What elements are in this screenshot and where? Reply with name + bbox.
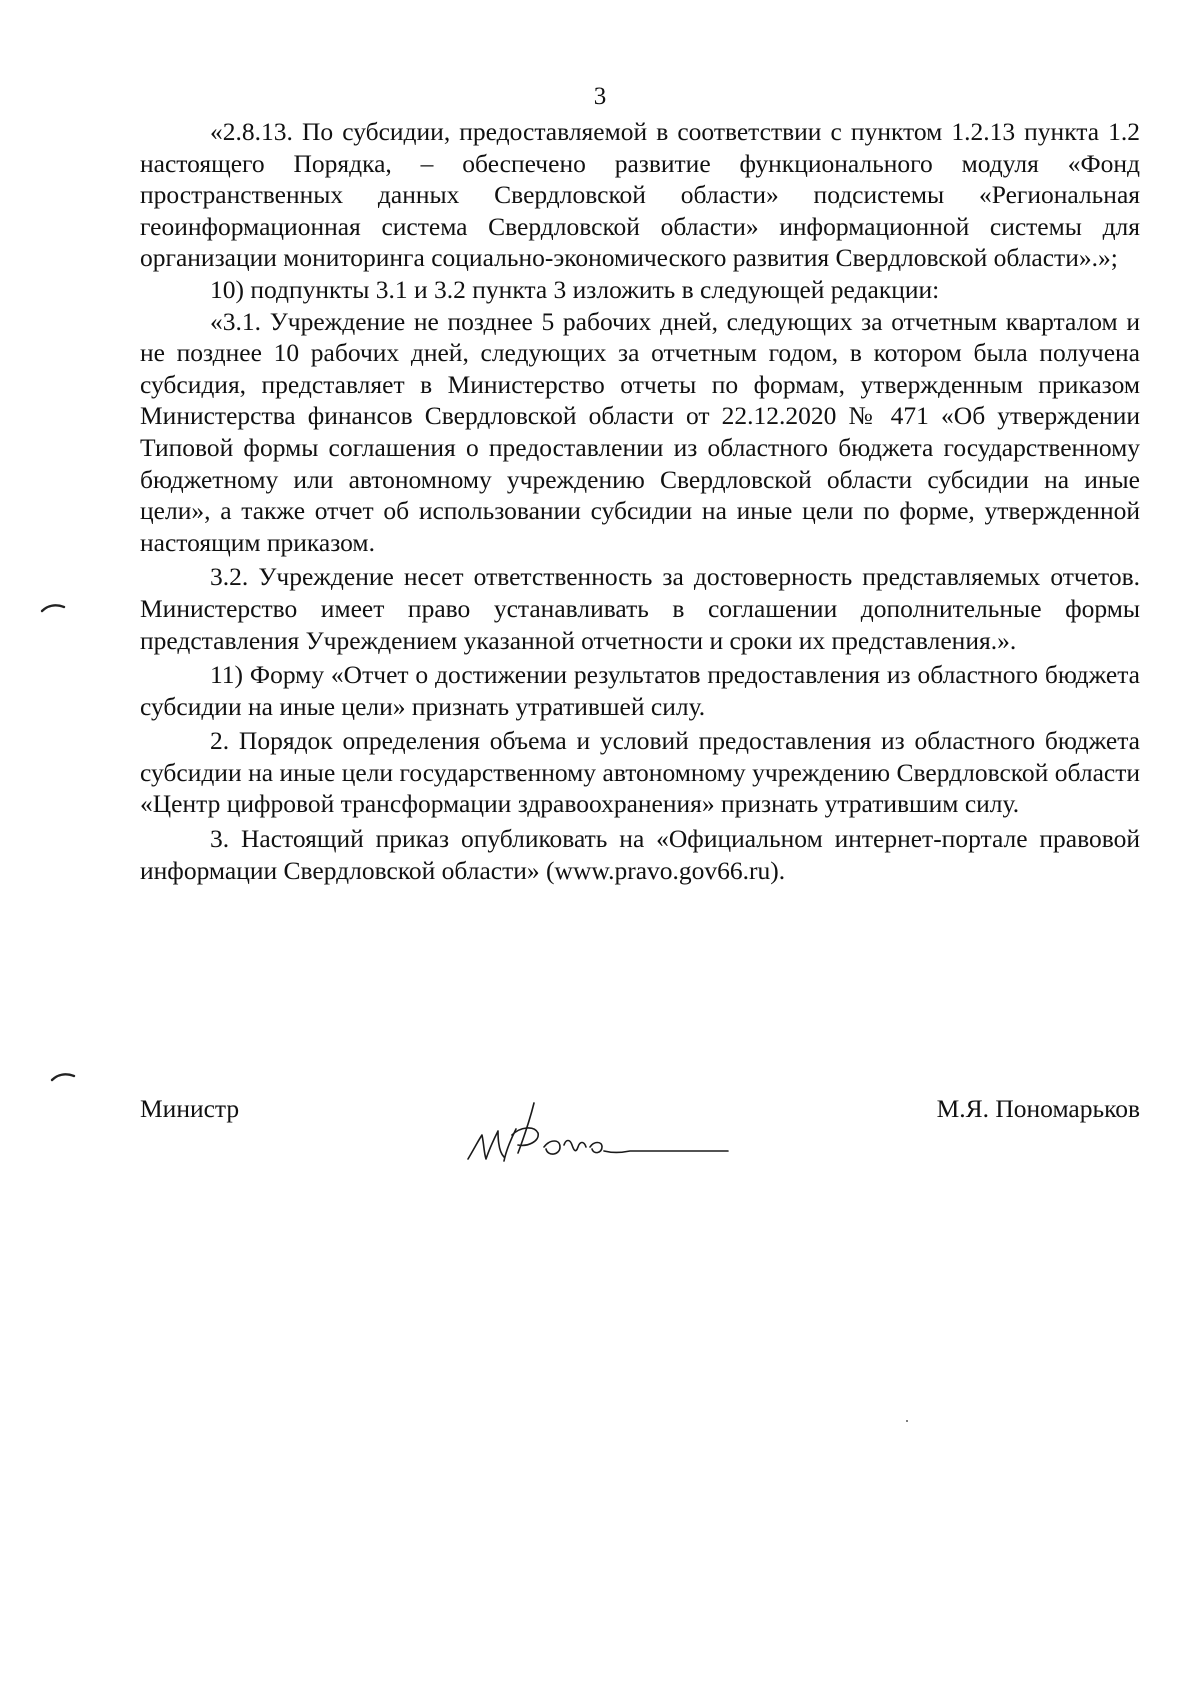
signature-block <box>140 1093 1140 1183</box>
handwritten-signature <box>460 1101 730 1171</box>
document-body <box>140 116 1140 886</box>
signatory-title: Министр <box>140 1094 240 1123</box>
paragraph-3-1: «3.1. Учреждение не позднее 5 рабочих дней, следующих за отчетным кварталом и не позднее 10 рабочих дней, следующих за отчетным годом, в котором была получена субсидия, представляет в Министерство отчеты по формам, утвержденным приказом Министерства финансов Свердловской области от 22.12.2020 № 471 «Об утверждении Типовой формы соглашения о предоставлении из областного бюджета государственному бюджетному или автономному учреждению Свердловской области субсидии на иные цели», а также отчет об использовании субсидии на иные цели по форме, утвержденной настоящим приказом. <box>140 306 1140 557</box>
scan-mark <box>40 603 66 613</box>
paragraph-2-8-13: «2.8.13. По субсидии, предоставляемой в соответствии с пунктом 1.2.13 пункта 1.2 настоящего Порядка, – обеспечено развитие функционального модуля «Фонд пространственных данных Свердловской области» подсистемы «Региональная геоинформационная система Свердловской области» информационной системы для организации мониторинга социально-экономического развития Свердловской области».»; <box>140 117 1140 273</box>
paragraph-3-2: 3.2. Учреждение несет ответственность за достоверность представляемых отчетов. Министерство имеет право устанавливать в соглашении дополнительные формы представления Учреждением указанной отчетности и сроки их представления.». <box>140 562 1140 655</box>
scan-dot <box>906 1420 908 1422</box>
scan-mark <box>50 1072 76 1082</box>
page-number: 3 <box>593 83 607 110</box>
signatory-name: М.Я. Пономарьков <box>936 1094 1140 1123</box>
paragraph-item-11: 11) Форму «Отчет о достижении результатов предоставления из областного бюджета субсидии на иные цели» признать утратившей силу. <box>140 660 1140 721</box>
paragraph-clause-2: 2. Порядок определения объема и условий предоставления из областного бюджета субсидии на иные цели государственному автономному учреждению Свердловской области «Центр цифровой трансформации здравоохранения» признать утратившим силу. <box>140 726 1140 819</box>
paragraph-item-10: 10) подпункты 3.1 и 3.2 пункта 3 изложить в следующей редакции: <box>210 274 940 304</box>
paragraph-clause-3: 3. Настоящий приказ опубликовать на «Официальном интернет-портале правовой информации Свердловской области» (www.pravo.gov66.ru). <box>140 824 1140 885</box>
